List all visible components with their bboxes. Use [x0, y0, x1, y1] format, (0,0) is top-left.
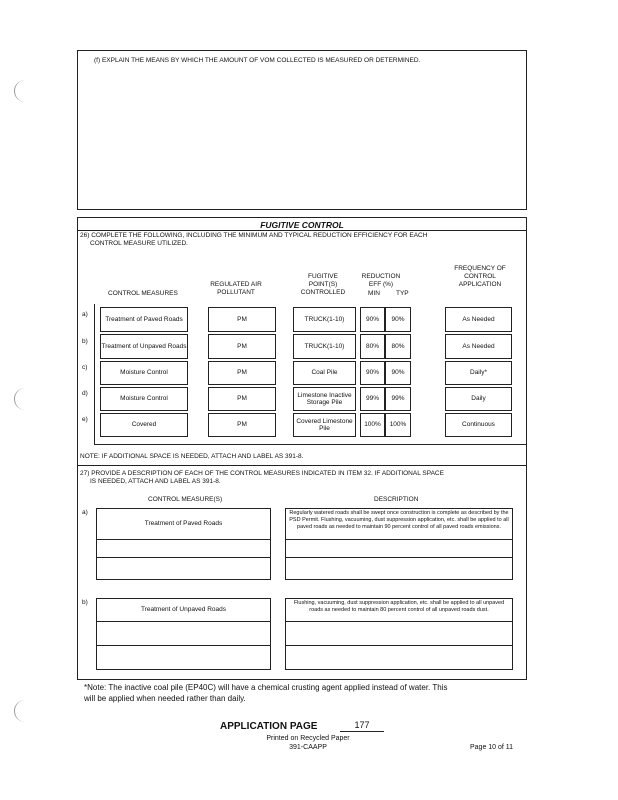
- vom-section: [77, 50, 527, 210]
- cell-pollutant: PM: [208, 387, 276, 411]
- header-min: MIN: [368, 290, 380, 297]
- header-reduction: REDUCTION EFF (%): [361, 273, 401, 288]
- cell-measure: Covered: [100, 413, 188, 437]
- cell-frequency: As Needed: [445, 334, 512, 359]
- desc-letter: a): [82, 509, 88, 516]
- desc-measure-label: Treatment of Unpaved Roads: [140, 606, 227, 614]
- row-letter: e): [82, 416, 88, 423]
- cell-pollutant: PM: [208, 361, 276, 385]
- cell-min: 90%: [360, 307, 385, 332]
- cell-frequency: Daily: [445, 387, 512, 411]
- question-27-line1: 27) PROVIDE A DESCRIPTION OF EACH OF THE CONTROL MEASURES INDICATED IN ITEM 32. IF ADDITIONAL SPACE: [80, 470, 444, 477]
- desc-letter: b): [82, 599, 88, 606]
- header-fugitive-point: FUGITIVE POINT(S) CONTROLLED: [300, 273, 346, 296]
- cell-measure: Moisture Control: [100, 361, 188, 385]
- cell-measure: Treatment of Unpaved Roads: [100, 334, 188, 359]
- cell-typ: 99%: [385, 387, 411, 411]
- recycled-paper-note: Printed on Recycled Paper: [266, 735, 350, 742]
- binder-hole-mark: [14, 80, 29, 102]
- desc-text-box: [285, 598, 513, 670]
- cell-measure: Moisture Control: [100, 387, 188, 411]
- question-26-line1: 26) COMPLETE THE FOLLOWING, INCLUDING THE MINIMUM AND TYPICAL REDUCTION EFFICIENCY FOR EACH: [80, 232, 428, 239]
- cell-pollutant: PM: [208, 413, 276, 437]
- desc-text: Regularly watered roads shall be swept once construction is complete as described by the PSD Permit. Flushing, vacuuming, dust suppression application, etc. shall be applied to all paved roads as needed to maintain 90 percent control of all paved roads emissions.: [289, 510, 509, 530]
- cell-min: 90%: [360, 361, 385, 385]
- footnote-line1: *Note: The inactive coal pile (EP40C) will have a chemical crusting agent applied instead of water. This: [84, 683, 448, 692]
- additional-space-note: NOTE: IF ADDITIONAL SPACE IS NEEDED, ATTACH AND LABEL AS 391-8.: [80, 453, 304, 460]
- header-frequency: FREQUENCY OF CONTROL APPLICATION: [454, 265, 506, 288]
- row-letter: b): [82, 338, 88, 345]
- row-letter: c): [82, 364, 88, 371]
- cell-min: 80%: [360, 334, 385, 359]
- question-26-line2: CONTROL MEASURE UTILIZED.: [90, 240, 188, 247]
- cell-pollutant: PM: [208, 307, 276, 332]
- header-typ: TYP: [396, 290, 409, 297]
- page-number: Page 10 of 11: [470, 744, 514, 751]
- cell-point: Covered Limestone Pile: [293, 413, 356, 437]
- header-control-measures-desc: CONTROL MEASURE(S): [148, 496, 223, 503]
- vom-prompt: (f) EXPLAIN THE MEANS BY WHICH THE AMOUNT OF VOM COLLECTED IS MEASURED OR DETERMINED.: [94, 57, 421, 64]
- cell-frequency: Daily*: [445, 361, 512, 385]
- cell-frequency: As Needed: [445, 307, 512, 332]
- cell-point: Limestone Inactive Storage Pile: [293, 387, 356, 411]
- cell-min: 100%: [360, 413, 385, 437]
- header-description: DESCRIPTION: [374, 496, 419, 503]
- cell-point: TRUCK(1-10): [293, 307, 356, 332]
- desc-text-box: [285, 508, 513, 580]
- cell-typ: 90%: [385, 361, 411, 385]
- cell-typ: 80%: [385, 334, 411, 359]
- question-27-line2: IS NEEDED, ATTACH AND LABEL AS 391-8.: [90, 478, 221, 485]
- header-pollutant: REGULATED AIR POLLUTANT: [210, 281, 262, 296]
- cell-point: TRUCK(1-10): [293, 334, 356, 359]
- cell-min: 99%: [360, 387, 385, 411]
- desc-measure-box: [96, 598, 271, 670]
- row-letter: d): [82, 390, 88, 397]
- application-page-label: APPLICATION PAGE: [220, 721, 318, 732]
- binder-hole-mark: [14, 700, 29, 722]
- binder-hole-mark: [14, 388, 29, 410]
- desc-text: Flushing, vacuuming, dust suppression application, etc. shall be applied to all unpaved roads as needed to maintain 80 percent control of all unpaved roads dust.: [293, 600, 505, 613]
- cell-typ: 100%: [385, 413, 411, 437]
- fugitive-control-section: [77, 217, 527, 680]
- cell-frequency: Continuous: [445, 413, 512, 437]
- cell-pollutant: PM: [208, 334, 276, 359]
- desc-measure-box: [96, 508, 271, 580]
- cell-point: Coal Pile: [293, 361, 356, 385]
- application-page-number: 177: [340, 720, 384, 732]
- header-control-measures: CONTROL MEASURES: [108, 290, 178, 297]
- footnote-line2: will be applied when needed rather than daily.: [84, 694, 246, 703]
- cell-typ: 90%: [385, 307, 411, 332]
- cell-measure: Treatment of Paved Roads: [100, 307, 188, 332]
- row-letter: a): [82, 311, 88, 318]
- form-code: 391-CAAPP: [289, 744, 327, 751]
- section-title: FUGITIVE CONTROL: [260, 220, 344, 230]
- desc-measure-label: Treatment of Paved Roads: [144, 520, 223, 528]
